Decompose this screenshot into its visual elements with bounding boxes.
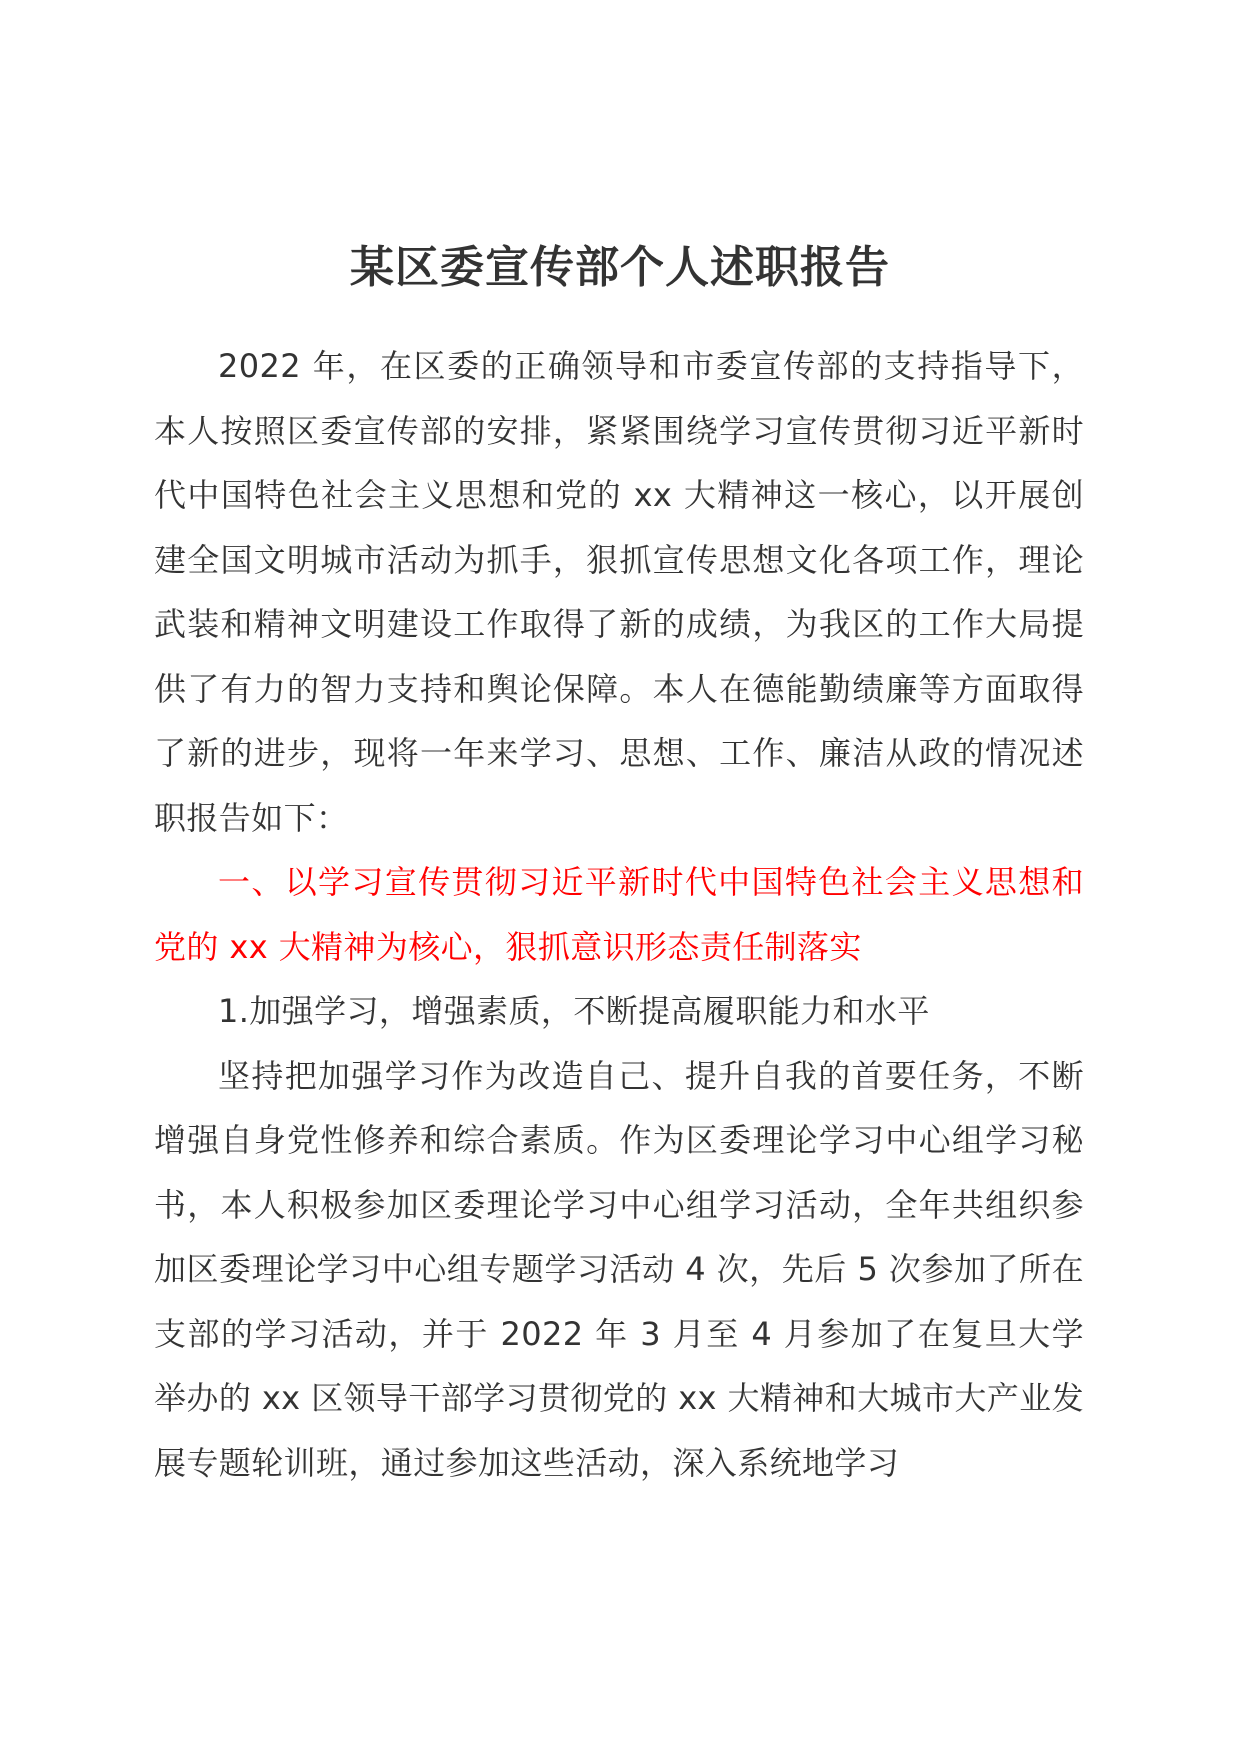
document-title: 某区委宣传部个人述职报告: [350, 242, 890, 293]
intro-paragraph: 2022 年，在区委的正确领导和市委宣传部的支持指导下，本人按照区委宣传部的安排，紧紧围绕学习宣传贯彻习近平新时代中国特色社会主义思想和党的 xx 大精神这一核心，以开展创建全国文明城市活动为抓手，狠抓宣传思想文化各项工作，理论武装和精神文明建设工作取得了新的成绩，为我区的工作大局提供了有力的智力支持和舆论保障。本人在德能勤绩廉等方面取得了新的进步，现将一年来学习、思想、工作、廉洁从政的情况述职报告如下：: [154, 347, 1084, 837]
subsection-heading-1: 1.加强学习，增强素质，不断提高履职能力和水平: [218, 992, 930, 1030]
document-body: [154, 334, 1084, 1495]
body-paragraph: 坚持把加强学习作为改造自己、提升自我的首要任务，不断增强自身党性修养和综合素质。作为区委理论学习中心组学习秘书，本人积极参加区委理论学习中心组学习活动，全年共组织参加区委理论学习中心组专题学习活动 4 次，先后 5 次参加了所在支部的学习活动，并于 2022 年 3 月至 4 月参加了在复旦大学举办的 xx 区领导干部学习贯彻党的 xx 大精神和大城市大产业发展专题轮训班，通过参加这些活动，深入系统地学习: [154, 1056, 1084, 1482]
section-heading-1: 一、以学习宣传贯彻习近平新时代中国特色社会主义思想和党的 xx 大精神为核心，狠抓意识形态责任制落实: [154, 863, 1084, 966]
